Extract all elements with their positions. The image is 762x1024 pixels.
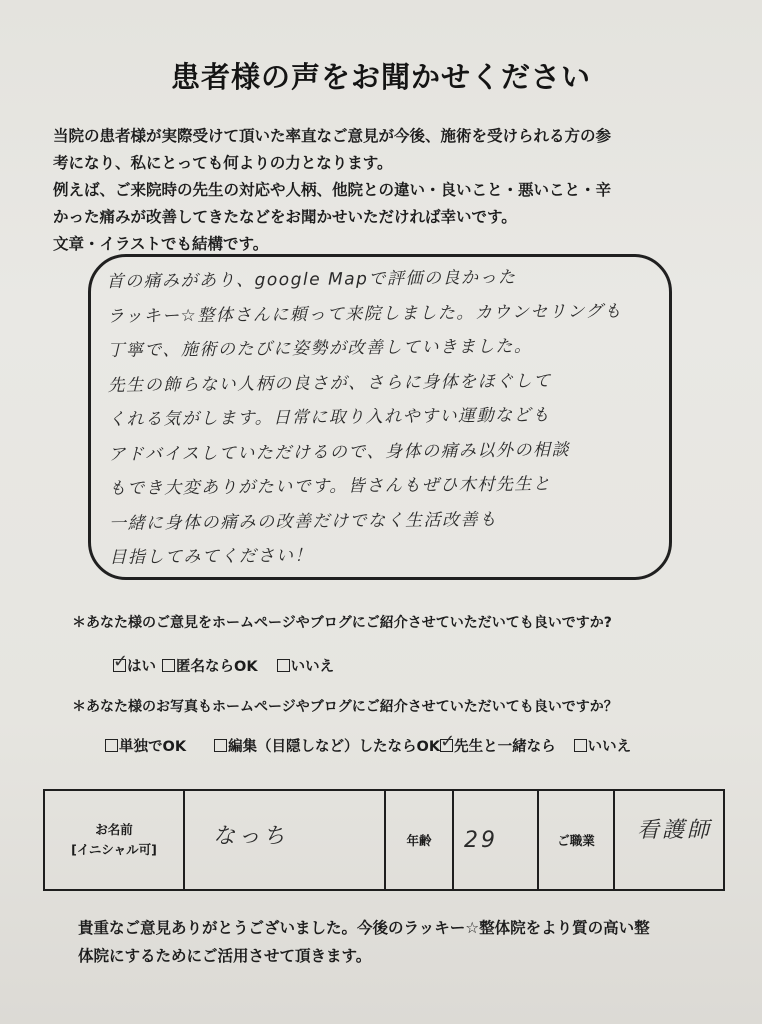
check-mark-icon: ✓ [113, 651, 129, 672]
job-value: 看護師 [637, 818, 713, 843]
name-value: なっち [213, 824, 289, 849]
question-1: ＊あなた様のご意見をホームページやブログにご紹介させていただいても良いですか? [72, 615, 612, 631]
option-yes[interactable] [113, 651, 156, 676]
option-no[interactable] [574, 735, 632, 756]
option-solo[interactable] [105, 735, 186, 756]
checkbox[interactable] [574, 739, 587, 752]
age-label-cell [385, 790, 453, 890]
age-value: 29 [464, 827, 498, 853]
option-label: 編集（目隠しなど）したならOK [228, 739, 441, 755]
option-anonymous[interactable] [162, 655, 258, 676]
job-label-cell [538, 790, 614, 890]
option-label: 先生と一緒なら [454, 739, 556, 755]
question-2: ＊あなた様のお写真もホームページやブログにご紹介させていただいても良いですか？ [72, 699, 618, 715]
intro-line: かった痛みが改善してきたなどをお聞かせいただければ幸いです。 [53, 208, 517, 226]
message-line: 一緒に身体の痛みの改善だけでなく生活改善も [108, 509, 498, 534]
name-field[interactable] [184, 790, 385, 890]
intro-line: 例えば、ご来院時の先生の対応や人柄、他院との違い・良いこと・悪いこと・辛 [53, 181, 612, 199]
message-line: 丁寧で、施術のたびに姿勢が改善していきました。 [107, 336, 533, 361]
intro-line: 文章・イラストでも結構です。 [53, 235, 269, 253]
page-title: 患者様の声をお聞かせください [170, 60, 591, 94]
message-line: ラッキー☆整体さんに頼って来院しました。カウンセリングも [106, 301, 623, 327]
option-label: 単独でOK [119, 739, 187, 755]
option-with-teacher[interactable] [440, 731, 556, 756]
message-line: 首の痛みがあり、google Mapで評価の良かった [106, 267, 517, 292]
question-2-options [105, 731, 637, 756]
intro-line: 考になり、私にとっても何よりの力となります。 [53, 154, 393, 172]
question-1-options [113, 651, 340, 676]
message-line: 先生の飾らない人柄の良さが、さらに身体をほぐして [107, 370, 552, 396]
message-line: もでき大変ありがたいです。皆さんもぜひ木村先生と [108, 474, 552, 499]
name-initial-note: [イニシャル可] [71, 842, 157, 857]
age-field[interactable] [453, 790, 538, 890]
intro-line: 当院の患者様が実際受けて頂いた率直なご意見が今後、施術を受けられる方の参 [53, 127, 612, 145]
checkbox[interactable] [440, 731, 456, 752]
option-label: はい [127, 659, 156, 675]
checkbox[interactable] [277, 659, 290, 672]
checkbox[interactable] [214, 739, 227, 752]
message-line: くれる気がします。日常に取り入れやすい運動なども [107, 405, 551, 430]
intro-text [53, 123, 713, 258]
age-label: 年齢 [406, 832, 432, 848]
job-field[interactable] [614, 790, 724, 890]
option-label: いいえ [290, 659, 335, 675]
footer-text [78, 914, 738, 970]
checkbox[interactable] [162, 659, 175, 672]
option-label: 匿名ならOK [176, 659, 258, 675]
checkbox[interactable] [113, 651, 129, 672]
option-label: いいえ [587, 739, 632, 755]
name-label: お名前 [95, 822, 133, 837]
checkbox[interactable] [105, 739, 118, 752]
option-edited[interactable] [214, 735, 440, 756]
message-line: 目指してみてください！ [109, 545, 314, 568]
option-no[interactable] [277, 655, 335, 676]
footer-line: 体院にするためにご活用させて頂きます。 [78, 947, 372, 965]
handwritten-message [106, 259, 669, 575]
check-mark-icon: ✓ [440, 731, 456, 752]
info-table [43, 789, 725, 891]
job-label: ご職業 [557, 832, 595, 848]
name-label-cell [44, 790, 184, 890]
footer-line: 貴重なご意見ありがとうございました。今後のラッキー☆整体院をより質の高い整 [78, 919, 650, 937]
message-line: アドバイスしていただけるので、身体の痛み以外の相談 [108, 439, 571, 465]
